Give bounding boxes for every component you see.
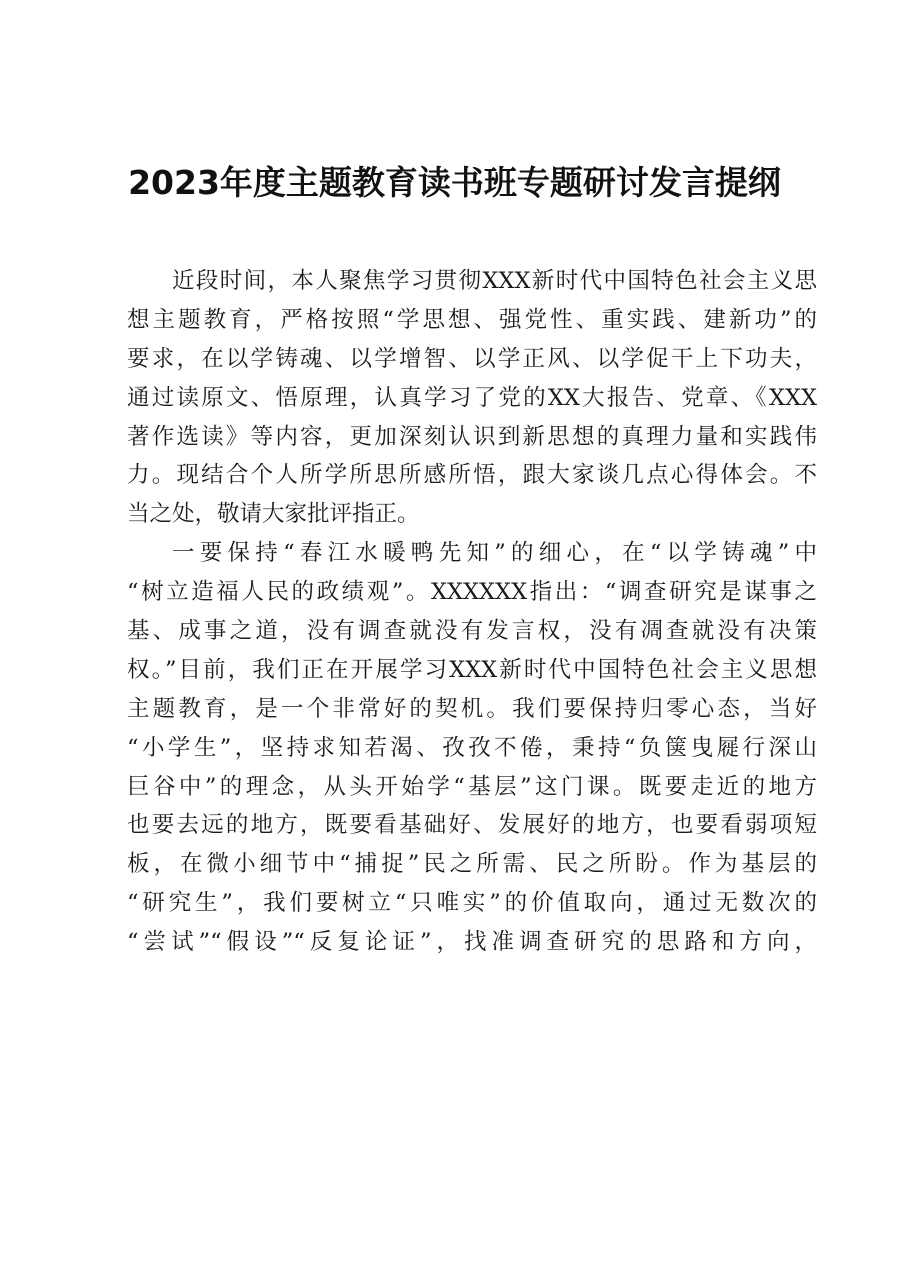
text-line: 基、成事之道，没有调查就没有发言权，没有凋查就没有决策 <box>127 618 817 645</box>
text-line: 想主题教育，严格按照“学思想、强党性、重实践、建新功”的 <box>127 306 817 333</box>
text-line: 巨谷中”的理念，从头开始学“基层”这门课。既要走近的地方 <box>127 773 817 800</box>
text-line: 一要保持“春江水暖鸭先知”的细心，在“以学铸魂”中 <box>172 540 817 567</box>
document-body <box>127 262 817 962</box>
text-line: “尝试”“假设”“反复论证”，找准调查研究的思路和方向， <box>127 929 817 956</box>
text-line: “小学生”，坚持求知若渴、孜孜不倦，秉持“负箧曳屣行深山 <box>127 734 817 761</box>
text-line: 著作选读》等内容，更加深刻认识到新思想的真理力量和实践伟 <box>127 423 817 450</box>
paragraph-intro <box>127 262 817 534</box>
text-line: 也要去远的地方，既要看基础好、发展好的地方，也要看弱项短 <box>127 812 817 839</box>
document-title: 2023年度主题教育读书班专题研讨发言提纲 <box>128 163 781 202</box>
paragraph-point-one <box>127 534 817 962</box>
text-line: 通过读原文、悟原理，认真学习了党的XX大报告、党章、《XXX <box>127 384 817 411</box>
text-line: 近段时间，本人聚焦学习贯彻XXX新时代中国特色社会主义思 <box>172 268 817 294</box>
text-line: 权。”目前，我们正在开展学习XXX新时代中国特色社会主义思想 <box>127 656 817 683</box>
text-line: 主题教育，是一个非常好的契机。我们要保持归零心态，当好 <box>127 695 817 722</box>
text-line: 力。现结合个人所学所思所感所悟，跟大家谈几点心得体会。不 <box>127 462 817 489</box>
text-line: 板，在微小细节中“捕捉”民之所需、民之所盼。作为基层的 <box>127 851 817 878</box>
text-line: “研究生”，我们要树立“只唯实”的价值取向，通过无数次的 <box>127 890 817 917</box>
text-line: 当之处，敬请大家批评指正。 <box>127 501 420 528</box>
text-line: 要求，在以学铸魂、以学增智、以学正风、以学促干上下功夫， <box>127 345 817 372</box>
text-line: “树立造福人民的政绩观”。XXXXXX指出：“调查研究是谋事之 <box>127 579 817 606</box>
